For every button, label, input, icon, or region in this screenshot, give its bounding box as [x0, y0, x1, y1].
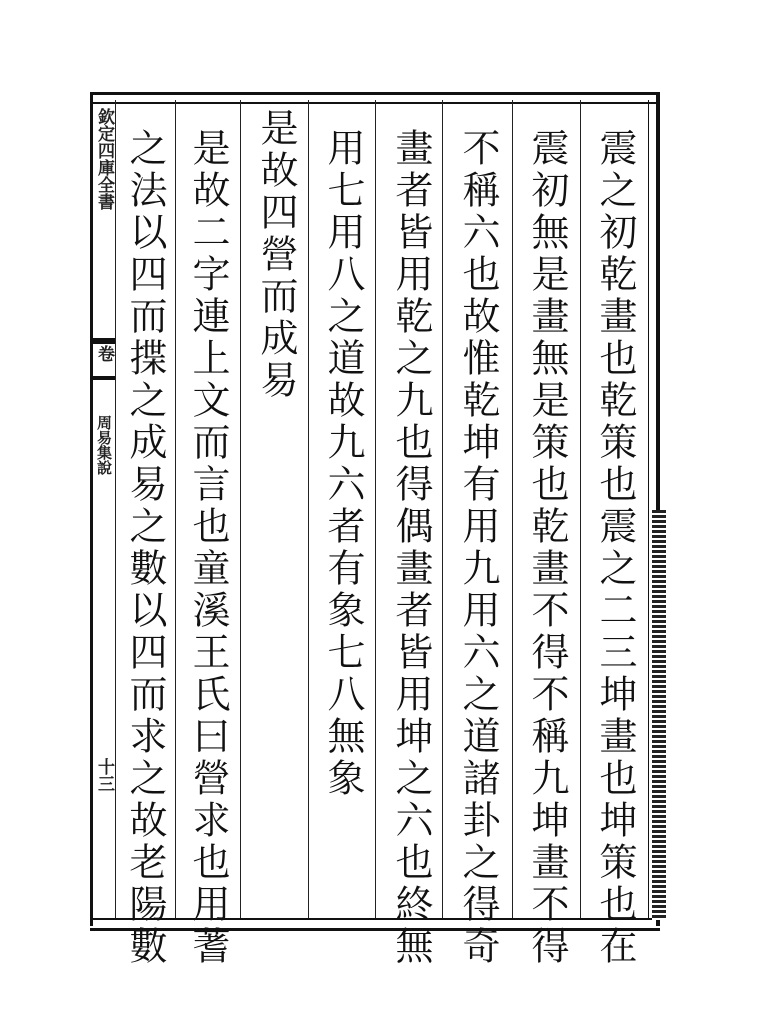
frame-right-inner-rule — [648, 100, 649, 918]
text-column-2: 震初無是畫無是策也乾畫不得不稱九坤畫不得 — [525, 128, 569, 968]
frame-bottom-border — [90, 918, 660, 931]
column-rule — [442, 100, 443, 918]
text-column-6: 是故四營而成易 — [254, 108, 298, 402]
frame-right-decoration — [652, 510, 666, 920]
text-column-4: 畫者皆用乾之九也得偶畫者皆用坤之六也終無 — [389, 128, 433, 968]
column-rule — [512, 100, 513, 918]
fish-tail-mark-lower — [93, 376, 115, 380]
text-column-8: 之法以四而揲之成易之數以四而求之故老陽數 — [123, 128, 167, 968]
margin-book-title: 欽定四庫全書 — [94, 108, 114, 210]
fish-tail-mark — [93, 338, 115, 344]
text-column-7: 是故二字連上文而言也童溪王氏曰營求也用蓍 — [186, 128, 230, 968]
margin-juan: 卷 — [94, 345, 114, 362]
column-rule — [115, 100, 116, 918]
text-column-3: 不稱六也故惟乾坤有用九用六之道諸卦之得奇 — [456, 128, 500, 968]
text-column-1: 震之初乾畫也乾策也震之二三坤畫也坤策也在 — [593, 128, 637, 968]
column-rule — [175, 100, 176, 918]
margin-subtitle: 周易集說 — [95, 415, 113, 475]
text-column-5: 用七用八之道故九六者有象七八無象 — [321, 128, 365, 800]
column-rule — [580, 100, 581, 918]
margin-page-number: 十三 — [94, 758, 114, 792]
column-rule — [375, 100, 376, 918]
column-rule — [240, 100, 241, 918]
column-rule — [308, 100, 309, 918]
